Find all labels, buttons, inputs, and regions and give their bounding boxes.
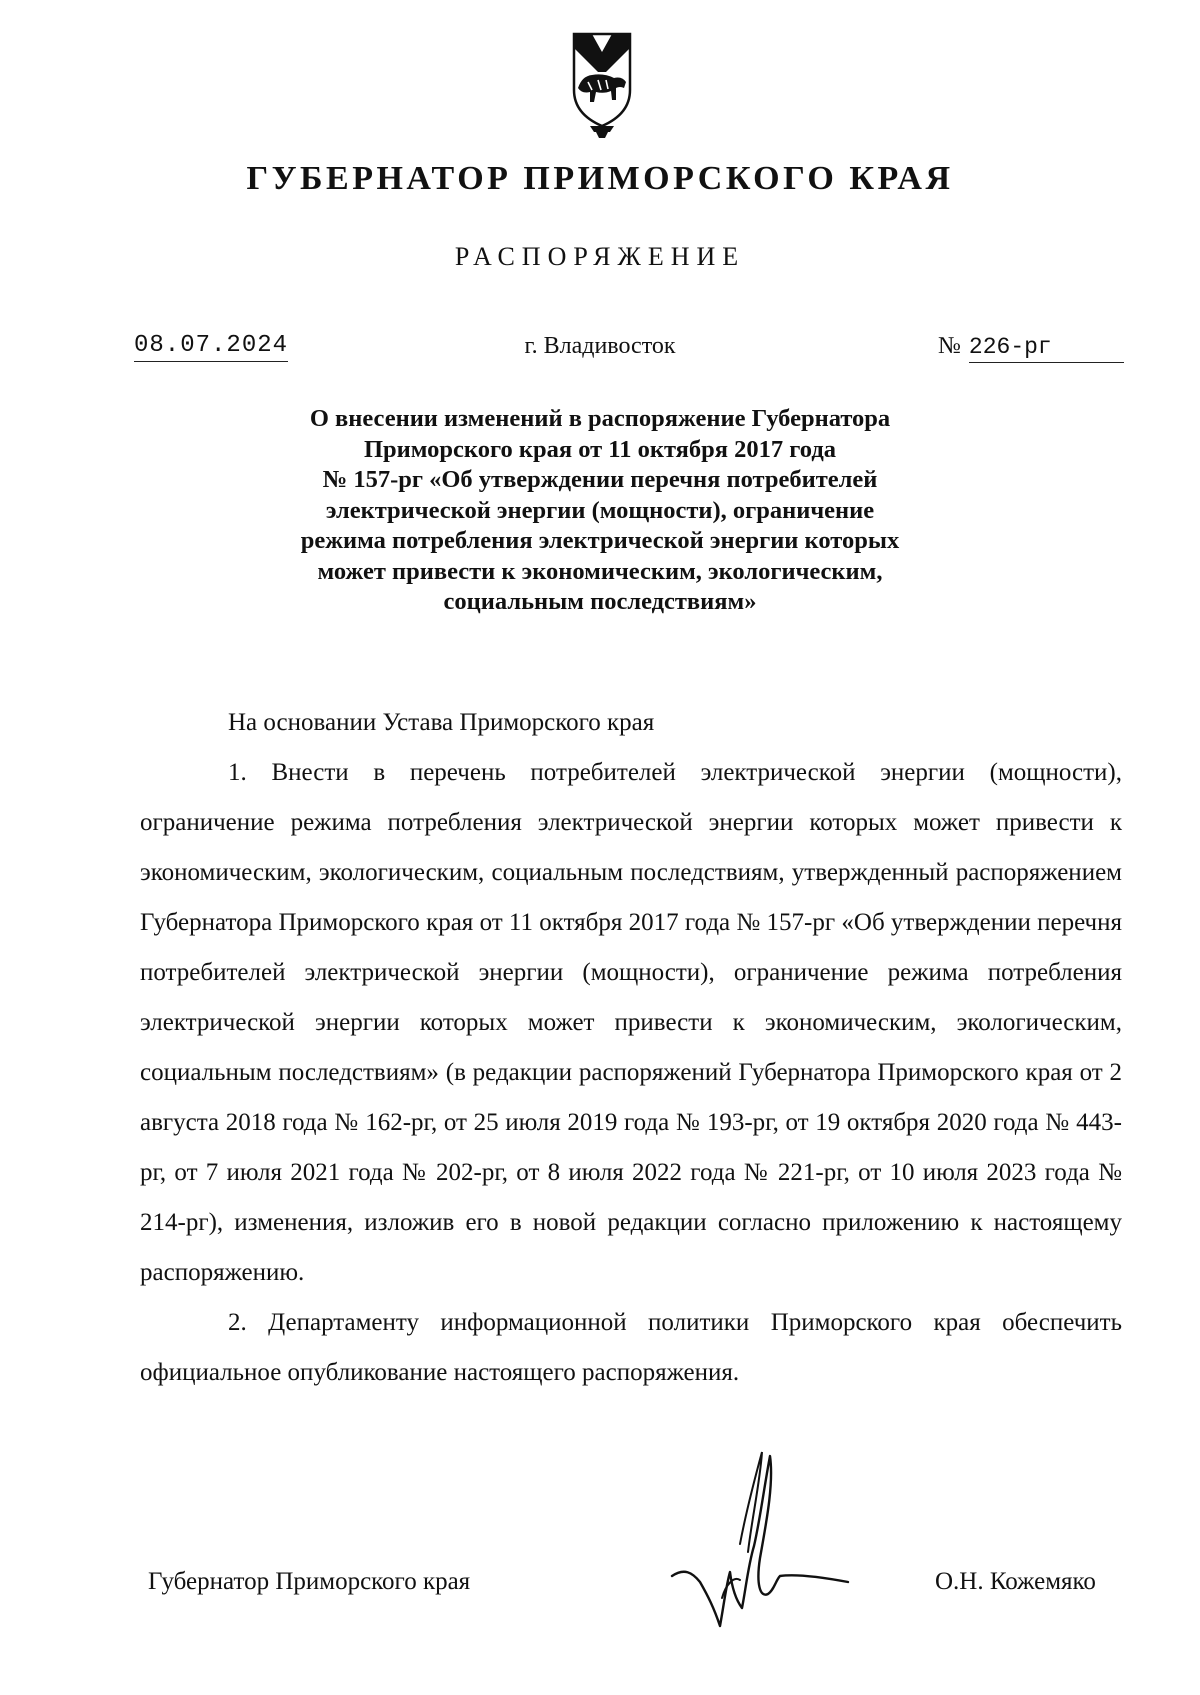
signatory-name: О.Н. Кожемяко [935,1568,1096,1595]
org-title: ГУБЕРНАТОР ПРИМОРСКОГО КРАЯ [246,160,954,197]
document-body [140,698,1122,1398]
subject-line: электрической энергии (мощности), ограничение [325,496,875,524]
document-number [938,333,1124,363]
subject-line: социальным последствиям» [443,588,757,615]
subject-line: режима потребления электрической энергии которых [300,527,900,554]
subject-line: О внесении изменений в распоряжение Губернатора [309,405,891,432]
subject-line: Приморского края от 11 октября 2017 года [364,435,836,463]
subject-line: может привести к экономическим, экологическим, [317,557,883,585]
document-type: РАСПОРЯЖЕНИЕ [454,242,746,271]
number-label: № [938,333,961,359]
subject-line: № 157-рг «Об утверждении перечня потребителей [322,466,878,493]
item-2-paragraph: 2. Департаменту информационной политики Приморского края обеспечить официальное опубликование настоящего распоряжения. [140,1309,1122,1386]
number-value: 226-рг [969,334,1124,363]
coat-of-arms-icon [570,28,634,140]
document-city: г. Владивосток [524,333,676,359]
document-date: 08.07.2024 [134,332,288,362]
handwritten-signature-icon [670,1448,850,1638]
item-1-paragraph: 1. Внести в перечень потребителей электрической энергии (мощности), ограничение режима потребления электрической энергии которых может привести к экономическим, экологическим, социальным последствиям, утвержденный распоряжением Губернатора Приморского края от 11 октября 2017 года № 157-рг «Об утверждении перечня потребителей электрической энергии (мощности), ограничение режима потребления электрической энергии которых может привести к экономическим, экологическим, социальным последствиям» (в редакции распоряжений Губернатора Приморского края от 2 августа 2018 года № 162-рг, от 25 июля 2019 года № 193-рг, от 19 октября 2020 года № 443-рг, от 7 июля 2021 года № 202-рг, от 8 июля 2022 года № 221-рг, от 10 июля 2023 года № 214-рг), изменения, изложив его в новой редакции согласно приложению к настоящему распоряжению. [140,759,1122,1286]
signatory-position: Губернатор Приморского края [148,1568,471,1595]
basis-paragraph: На основании Устава Приморского края [228,709,655,736]
document-subject [160,404,1040,618]
